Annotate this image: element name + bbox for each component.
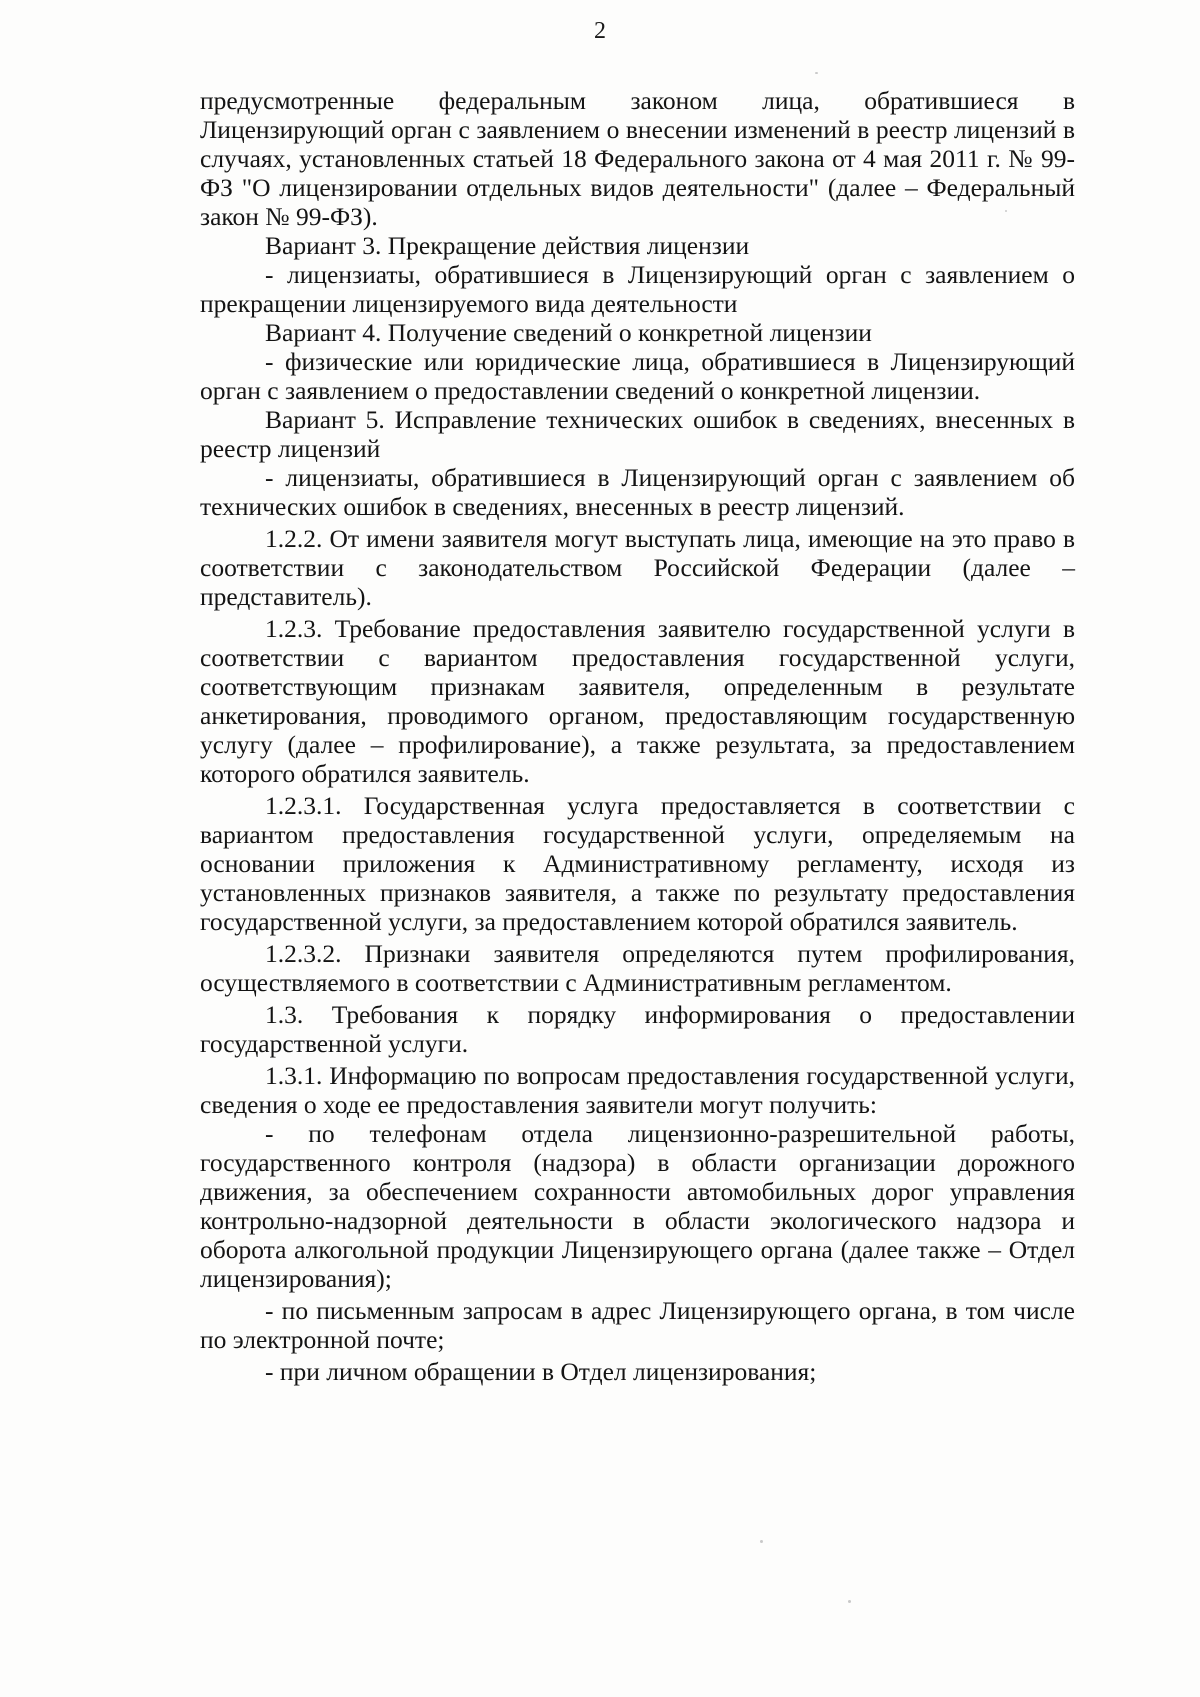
paragraph-1-3-1: 1.3.1. Информацию по вопросам предоставления государственной услуги, сведения о ходе ее предоставления заявители могут получить: (200, 1061, 1075, 1119)
paragraph-variant-3-applicants: - лицензиаты, обратившиеся в Лицензирующий орган с заявлением о прекращении лицензируемого вида деятельности (200, 260, 1075, 318)
paragraph-personal-visit: - при личном обращении в Отдел лицензирования; (265, 1357, 817, 1386)
paragraph-variant-5-applicants: - лицензиаты, обратившиеся в Лицензирующий орган с заявлением об технических ошибок в сведениях, внесенных в реестр лицензий. (200, 463, 1075, 521)
scan-speck (815, 72, 818, 74)
scan-speck (760, 1540, 763, 1543)
scan-speck (848, 1600, 851, 1603)
paragraph-1-2-2: 1.2.2. От имени заявителя могут выступать лица, имеющие на это право в соответствии с законодательством Российской Федерации (далее – представитель). (200, 524, 1075, 611)
page-number: 2 (594, 18, 606, 44)
paragraph-written-requests: - по письменным запросам в адрес Лицензирующего органа, в том числе по электронной почте; (200, 1296, 1075, 1354)
scan-speck (1005, 210, 1007, 212)
paragraph-variant-3: Вариант 3. Прекращение действия лицензии (265, 231, 750, 260)
document-body (200, 86, 1075, 1386)
paragraph-variant-4: Вариант 4. Получение сведений о конкретной лицензии (265, 318, 872, 347)
paragraph-variant-4-applicants: - физические или юридические лица, обратившиеся в Лицензирующий орган с заявлением о предоставлении сведений о конкретной лицензии. (200, 347, 1075, 405)
paragraph-1-2-3-2: 1.2.3.2. Признаки заявителя определяются путем профилирования, осуществляемого в соответствии с Административным регламентом. (200, 939, 1075, 997)
paragraph-1-3: 1.3. Требования к порядку информирования о предоставлении государственной услуги. (200, 1000, 1075, 1058)
paragraph-1-2-3-1: 1.2.3.1. Государственная услуга предоставляется в соответствии с вариантом предоставления государственной услуги, определяемым на основании приложения к Административному регламенту, исходя из установленных признаков заявителя, а также по результату предоставления государственной услуги, за предоставлением которой обратился заявитель. (200, 791, 1075, 936)
paragraph-variant-5: Вариант 5. Исправление технических ошибок в сведениях, внесенных в реестр лицензий (200, 405, 1075, 463)
paragraph-phones: - по телефонам отдела лицензионно-разрешительной работы, государственного контроля (надзора) в области организации дорожного движения, за обеспечением сохранности автомобильных дорог управления контрольно-надзорной деятельности в области экологического надзора и оборота алкогольной продукции Лицензирующего органа (далее также – Отдел лицензирования); (200, 1119, 1075, 1293)
paragraph-1-2-3: 1.2.3. Требование предоставления заявителю государственной услуги в соответствии с вариантом предоставления государственной услуги, соответствующим признакам заявителя, определенным в результате анкетирования, проводимого органом, предоставляющим государственную услугу (далее – профилирование), а также результата, за предоставлением которого обратился заявитель. (200, 614, 1075, 788)
paragraph-1: предусмотренные федеральным законом лица, обратившиеся в Лицензирующий орган с заявлением о внесении изменений в реестр лицензий в случаях, установленных статьей 18 Федерального закона от 4 мая 2011 г. № 99-ФЗ "О лицензировании отдельных видов деятельности" (далее – Федеральный закон № 99-ФЗ). (200, 86, 1075, 231)
